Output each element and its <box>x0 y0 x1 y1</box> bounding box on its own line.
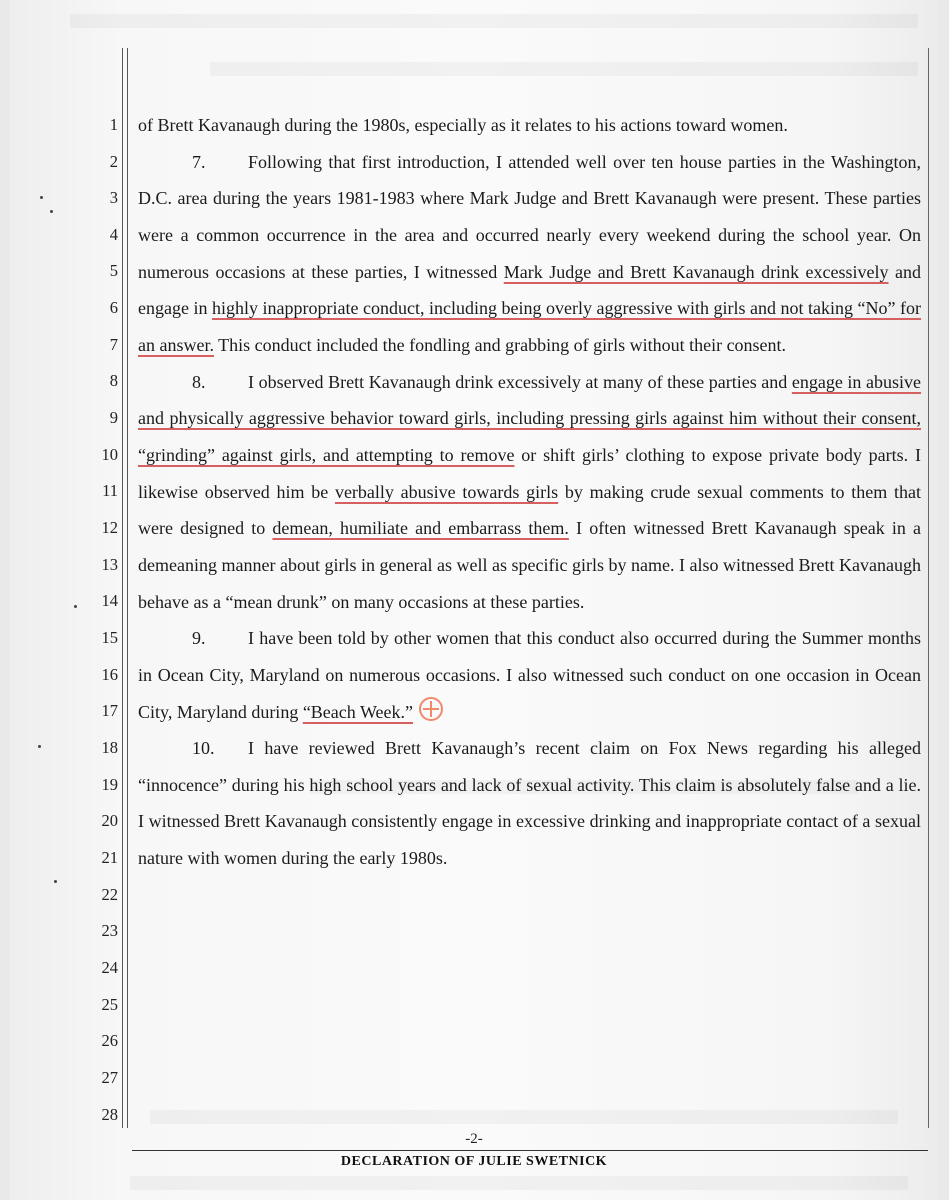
line-number: 7 <box>109 335 118 354</box>
margin-rule-left-outer <box>122 48 123 1128</box>
handwritten-underline: engage in abusive and physically aggressive behavior toward girls, including pressing girls against him without their consent, “grinding” against girls, and attempting to remove <box>138 371 922 465</box>
line-number: 26 <box>101 1031 118 1050</box>
paragraph-text: and engage in <box>138 261 921 319</box>
handwritten-underline: demean, humiliate and embarrass them. <box>272 518 569 539</box>
line-number: 18 <box>101 738 118 757</box>
paragraph-9 <box>138 620 921 730</box>
paragraph-text: by making crude sexual comments to them that were designed to <box>138 481 921 539</box>
handwritten-underline: “Beach Week.” <box>302 701 413 722</box>
line-number: 27 <box>101 1068 118 1087</box>
bleed-through <box>130 1176 908 1190</box>
handwritten-underline: highly inappropriate conduct, including being overly aggressive with girls and not taking “No” for an answer. <box>138 298 921 355</box>
paragraph-10 <box>138 730 921 877</box>
paragraph-text: Following that first introduction, I attended well over ten house parties in the Washington, D.C. area during the years 1981-1983 where Mark Judge and Brett Kavanaugh were present. These parties were a common occurrence in the area and occurred nearly every weekend during the school year. On numerous occasions at these parties, I witnessed <box>138 151 921 282</box>
footer-rule <box>132 1150 928 1151</box>
paragraph-number: 7. <box>192 151 206 172</box>
line-number: 5 <box>109 261 118 280</box>
line-number: 19 <box>101 775 118 794</box>
paragraph-text: I have been told by other women that this conduct also occurred during the Summer months in Ocean City, Maryland on numerous occasions. I also witnessed such conduct on one occasion in Ocean City, Maryland during <box>138 628 921 722</box>
bleed-through <box>210 62 918 76</box>
paragraph-text: or shift girls’ clothing to expose private body parts. I likewise observed him be <box>138 444 921 502</box>
scan-speck <box>74 605 77 608</box>
scan-speck <box>40 196 43 199</box>
paragraph-number: 8. <box>192 371 206 392</box>
paragraph-number: 9. <box>192 628 206 649</box>
handwritten-underline: verbally abusive towards girls <box>334 481 559 502</box>
margin-rule-right <box>928 48 929 1128</box>
line-number: 20 <box>101 811 118 830</box>
line-number: 21 <box>101 848 118 867</box>
paragraph-text: This conduct included the fondling and grabbing of girls without their consent. <box>213 334 787 355</box>
paragraph-8 <box>138 364 921 621</box>
scan-speck <box>50 210 53 213</box>
paragraph-number: 10. <box>192 738 215 759</box>
paragraph-text: I observed Brett Kavanaugh drink excessively at many of these parties and <box>248 371 792 392</box>
scan-speck <box>54 880 57 883</box>
line-number: 14 <box>101 591 118 610</box>
page-number: -2- <box>465 1131 483 1147</box>
handwritten-circle-mark <box>419 697 443 721</box>
line-number: 25 <box>101 995 118 1014</box>
handwritten-underline: Mark Judge and Brett Kavanaugh drink excessively <box>503 261 889 282</box>
line-number: 11 <box>102 481 118 500</box>
line-number: 22 <box>101 885 118 904</box>
paragraph-text: of Brett Kavanaugh during the 1980s, especially as it relates to his actions toward women. <box>138 115 788 135</box>
line-number: 24 <box>101 958 118 977</box>
line-number: 15 <box>101 628 118 647</box>
bleed-through <box>70 14 918 28</box>
line-number: 3 <box>109 188 118 207</box>
line-number: 17 <box>101 701 118 720</box>
line-number: 10 <box>101 445 118 464</box>
declaration-body <box>138 107 921 877</box>
paragraph-continued <box>138 107 921 144</box>
line-number: 2 <box>109 152 118 171</box>
document-footer-title: DECLARATION OF JULIE SWETNICK <box>340 1154 608 1169</box>
line-number: 1 <box>109 115 118 134</box>
line-number: 8 <box>109 371 118 390</box>
line-number: 12 <box>101 518 118 537</box>
line-number: 6 <box>109 298 118 317</box>
document-page <box>10 0 938 1200</box>
line-number: 4 <box>109 225 118 244</box>
line-number: 23 <box>101 921 118 940</box>
line-number: 16 <box>101 665 118 684</box>
paragraph-7 <box>138 144 921 364</box>
line-number: 9 <box>109 408 118 427</box>
line-number: 13 <box>101 555 118 574</box>
bleed-through <box>150 1110 898 1124</box>
paragraph-text: I often witnessed Brett Kavanaugh speak in a demeaning manner about girls in general as well as specific girls by name. I also witnessed Brett Kavanaugh behave as a “mean drunk” on many occasions at these parties. <box>138 518 921 612</box>
paragraph-text: I have reviewed Brett Kavanaugh’s recent claim on Fox News regarding his alleged “innocence” during his high school years and lack of sexual activity. This claim is absolutely false and a lie. I witnessed Brett Kavanaugh consistently engage in excessive drinking and inappropriate contact of a sexual nature with women during the early 1980s. <box>138 738 921 869</box>
margin-rule-left-inner <box>127 48 128 1128</box>
scan-speck <box>38 745 41 748</box>
line-number: 28 <box>101 1105 118 1124</box>
